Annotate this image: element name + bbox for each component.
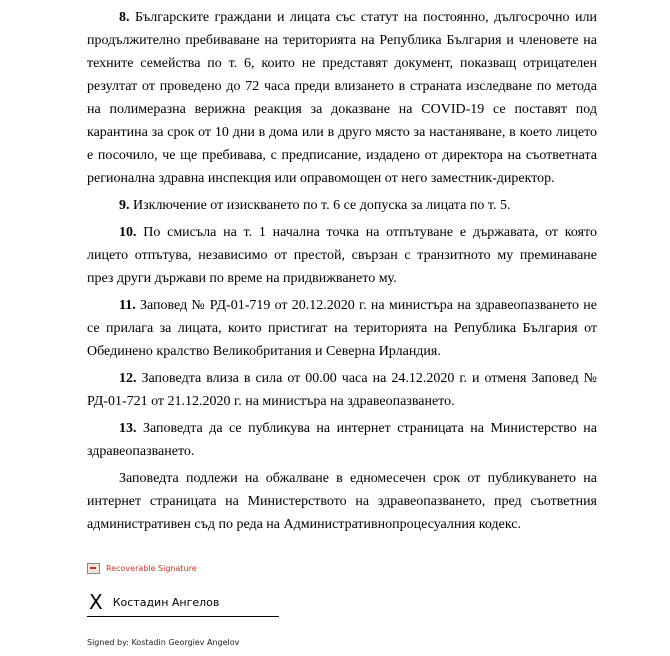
paragraph-text: Българските граждани и лицата със статут на постоянно, дългосрочно или продължително пребиваване на територията на Република България и членовете на техните семейства по т. 6, които не представят документ, показващ отрицателен резултат от проведено до 72 часа преди влизането в страната изследване по метода на полимеразна верижна реакция за доказване на COVID-19 се поставят под карантина за срок от 10 дни в дома или в друго място за настаняване, в което лицето е посочило, че ще пребивава, с предписание, издадено от директора на съответната регионална здравна инспекция или оправомощен от него заместник-директор.: [87, 10, 597, 186]
paragraph-13: [87, 417, 597, 463]
signature-line: [87, 588, 279, 617]
signed-by-text: Signed by: Kostadin Georgiev Angelov: [87, 638, 240, 647]
recoverable-signature-header: [87, 560, 287, 576]
paragraph-text: Заповедта влиза в сила от 00.00 часа на 24.12.2020 г. и отменя Заповед № РД-01-721 от 21.12.2020 г. на министъра на здравеопазването.: [87, 371, 597, 409]
paragraph-number: 12.: [119, 371, 137, 386]
signature-block[interactable]: [87, 560, 287, 647]
paragraph-number: 13.: [119, 421, 137, 436]
appeal-paragraph: [87, 467, 597, 536]
paragraph-8: [87, 6, 597, 190]
paragraph-number: 9.: [119, 198, 130, 213]
paragraph-11: [87, 294, 597, 363]
paragraph-text: Заповедта подлежи на обжалване в едномесечен срок от публикуването на интернет страницата на Министерството на здравеопазването, пред съответния административен съд по реда на Административнопроцесуалния кодекс.: [87, 471, 597, 532]
paragraph-text: По смисъла на т. 1 начална точка на отпътуване е държавата, от която лицето отпътува, независимо от престой, свързан с транзитното му преминаване през други държави по време на придвижването му.: [87, 225, 597, 286]
order-body: [87, 6, 597, 540]
recoverable-signature-label: Recoverable Signature: [106, 563, 197, 573]
signature-image-icon: [87, 563, 100, 574]
signature-x-mark: X: [89, 590, 103, 614]
paragraph-12: [87, 367, 597, 413]
paragraph-text: Заповед № РД-01-719 от 20.12.2020 г. на министъра на здравеопазването не се прилага за лицата, които пристигат на територията на Република България от Обединено кралство Великобритания и Северна Ирландия.: [87, 298, 597, 359]
paragraph-number: 11.: [119, 298, 136, 313]
paragraph-number: 10.: [119, 225, 137, 240]
paragraph-10: [87, 221, 597, 290]
paragraph-9: [87, 194, 597, 217]
paragraph-text: Заповедта да се публикува на интернет страницата на Министерство на здравеопазването.: [87, 421, 597, 459]
paragraph-number: 8.: [119, 10, 130, 25]
signer-name: Костадин Ангелов: [112, 595, 220, 609]
paragraph-text: Изключение от изискването по т. 6 се допуска за лицата по т. 5.: [129, 198, 511, 213]
